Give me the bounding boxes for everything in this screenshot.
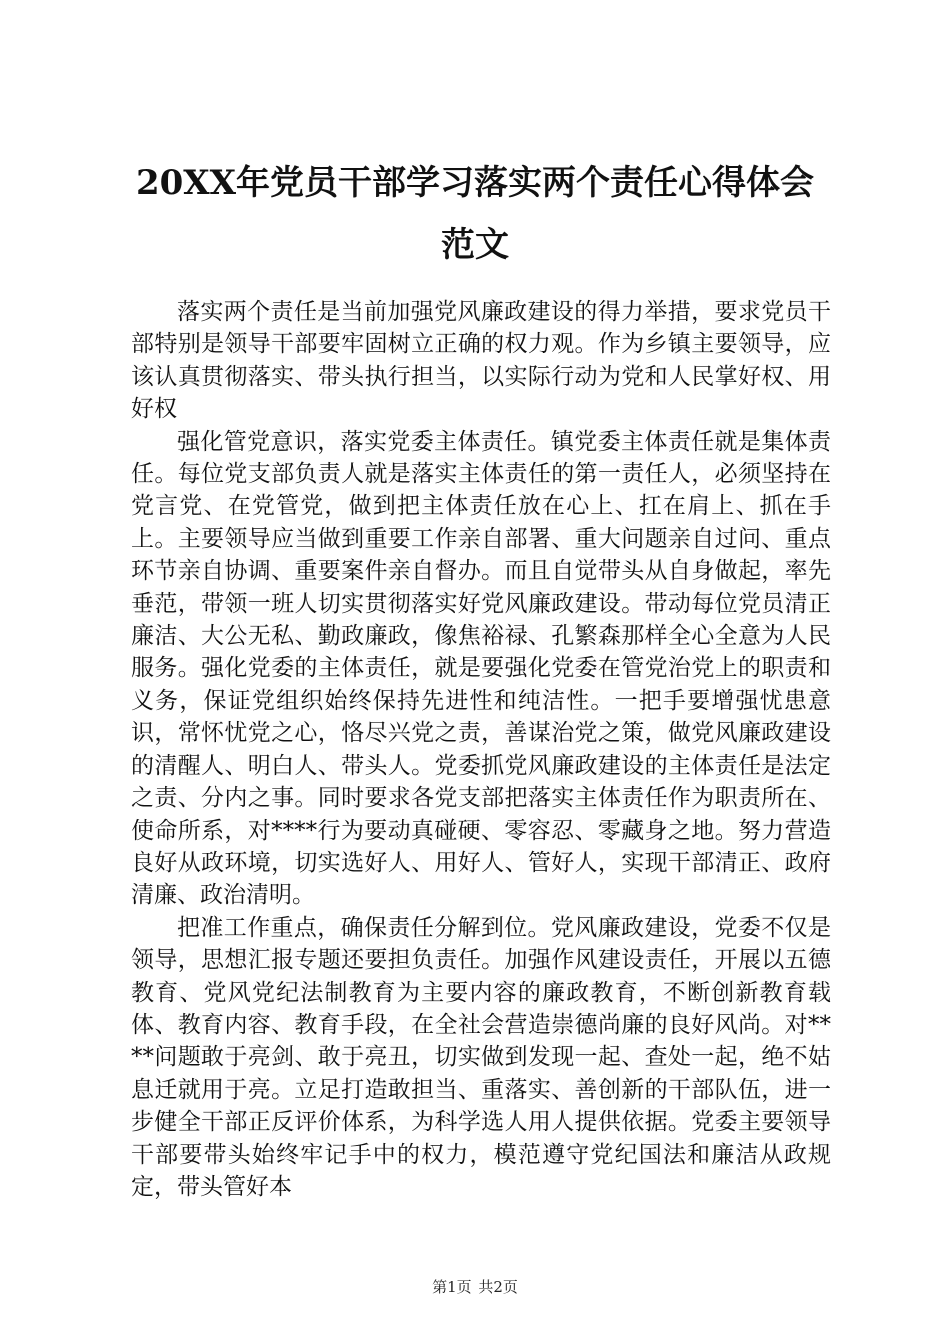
page-number-total: 共2页: [478, 1278, 518, 1296]
document-title-line2: 范文: [441, 225, 509, 265]
page-number-current: 第1页: [432, 1278, 472, 1296]
document-body: [131, 296, 831, 1203]
paragraph-3: 把准工作重点，确保责任分解到位。党风廉政建设，党委不仅是领导，思想汇报专题还要担负责任。加强作风建设责任，开展以五德教育、党风党纪法制教育为主要内容的廉政教育，不断创新教育载体、教育内容、教育手段，在全社会营造崇德尚廉的良好风尚。对****问题敢于亮剑、敢于亮丑，切实做到发现一起、查处一起，绝不姑息迁就用于亮。立足打造敢担当、重落实、善创新的干部队伍，进一步健全干部正反评价体系，为科学选人用人提供依据。党委主要领导干部要带头始终牢记手中的权力，模范遵守党纪国法和廉洁从政规定，带头管好本: [131, 914, 831, 1200]
page-footer: [0, 1277, 950, 1297]
paragraph-2: 强化管党意识，落实党委主体责任。镇党委主体责任就是集体责任。每位党支部负责人就是落实主体责任的第一责任人，必须坚持在党言党、在党管党，做到把主体责任放在心上、扛在肩上、抓在手上。主要领导应当做到重要工作亲自部署、重大问题亲自过问、重点环节亲自协调、重要案件亲自督办。而且自觉带头从自身做起，率先垂范，带领一班人切实贯彻落实好党风廉政建设。带动每位党员清正廉洁、大公无私、勤政廉政，像焦裕禄、孔繁森那样全心全意为人民服务。强化党委的主体责任，就是要强化党委在管党治党上的职责和义务，保证党组织始终保持先进性和纯洁性。一把手要增强忧患意识，常怀忧党之心，恪尽兴党之责，善谋治党之策，做党风廉政建设的清醒人、明白人、带头人。党委抓党风廉政建设的主体责任是法定之责、分内之事。同时要求各党支部把落实主体责任作为职责所在、使命所系，对****行为要动真碰硬、零容忍、零藏身之地。努力营造良好从政环境，切实选好人、用好人、管好人，实现干部清正、政府清廉、政治清明。: [131, 428, 831, 909]
document-title-line1: 20XX年党员干部学习落实两个责任心得体会: [135, 163, 815, 203]
paragraph-1: 落实两个责任是当前加强党风廉政建设的得力举措，要求党员干部特别是领导干部要牢固树立正确的权力观。作为乡镇主要领导，应该认真贯彻落实、带头执行担当，以实际行动为党和人民掌好权、用好权: [131, 299, 831, 423]
